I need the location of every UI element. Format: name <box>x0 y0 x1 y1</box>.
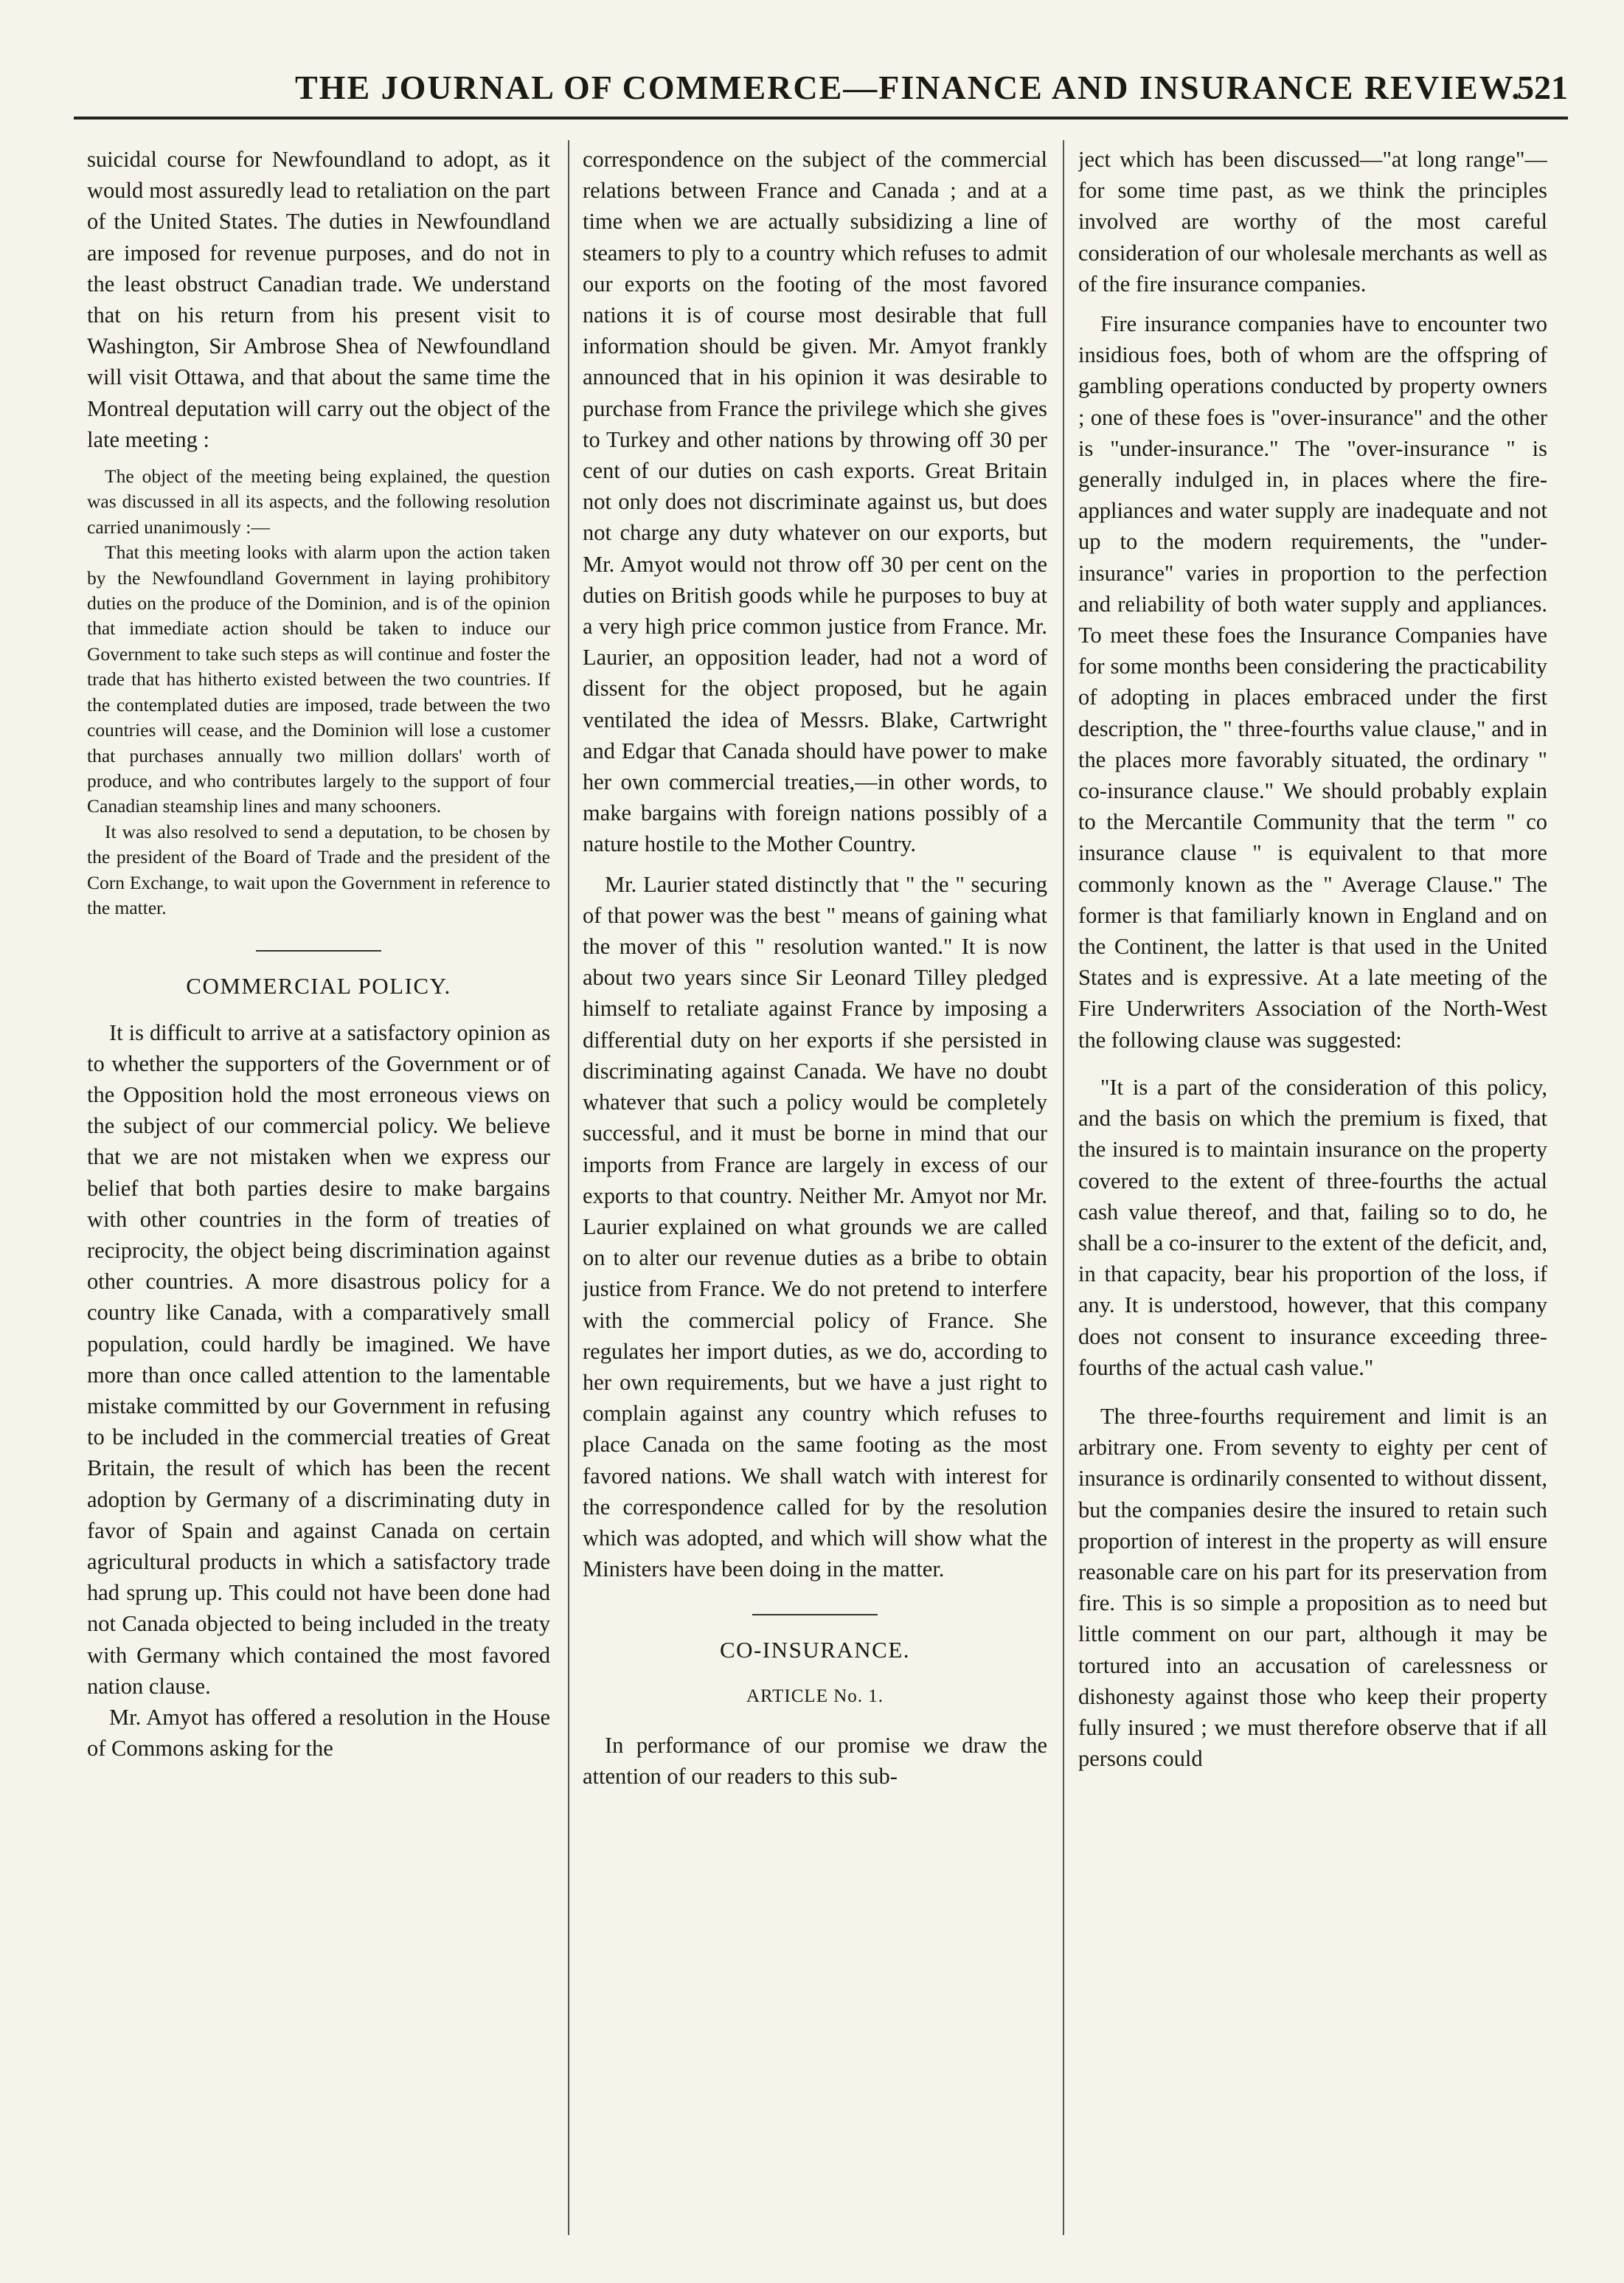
article-number: ARTICLE No. 1. <box>746 1686 884 1706</box>
paragraph: The three-fourths requirement and limit is an arbitrary one. From seventy to eighty per cent of insurance is ordinarily consented to without dissent, but the companies desire the insured to retain such proportion of interest in the property as will ensure reasonable care on his part for its preservation from fire. This is so simple a proposition as to need but little comment on our part, although it may be tortured into an accusation of carelessness or dishonesty against those who keep their property fully insured ; we must therefore observe that if all persons could <box>1078 1403 1547 1772</box>
paragraph: Mr. Laurier stated distinctly that " the " securing of that power was the best " means of gaining what the mover of this " resolution wanted." It is now about two years since Sir Leonard Tilley pledged himself to retaliate against France by imposing a differential duty on her exports if she persisted in discriminating against Canada. We have no doubt whatever that such a policy would be completely successful, and it must be borne in mind that our imports from France are largely in excess of our exports to that country. Neither Mr. Amyot nor Mr. Laurier explained on what grounds we are called on to alter our revenue duties as a bribe to obtain justice from France. We do not pretend to interfere with the commercial policy of France. She regulates her import duties, as we do, according to her own requirements, but we have a just right to complain against any country which refuses to place Canada on the same footing as the most favored nations. We shall watch with interest for the correspondence called for by the resolution which was adopted, and which will show what the Ministers have been doing in the matter. <box>583 871 1047 1582</box>
section-heading: CO-INSURANCE. <box>719 1637 911 1663</box>
quoted-clause: "It is a part of the consideration of this policy, and the basis on which the premium is fixed, that the insured is to maintain insurance on the property covered to the extent of three-fourths the actual cash value thereof, and that, failing so to do, he shall be a co-insurer to the extent of the deficit, and, in that capacity, bear his proportion of the loss, if any. It is understood, however, that this company does not consent to insurance exceeding three-fourths of the actual cash value." <box>1078 1074 1547 1380</box>
section-heading: COMMERCIAL POLICY. <box>186 973 451 1000</box>
paragraph: ject which has been discussed—"at long range"—for some time past, as we think the principles involved are worthy of the most careful consideration of our wholesale merchants as well as of the fire insurance companies. <box>1078 147 1547 297</box>
header-rule <box>74 117 1568 119</box>
section-separator <box>752 1614 878 1615</box>
paragraph: suicidal course for Newfoundland to adopt, as it would most assuredly lead to retaliation on the part of the United States. The duties in Newfoundland are imposed for revenue purposes, and do not in the least obstruct Canadian trade. We understand that on his return from his present visit to Washington, Sir Ambrose Shea of Newfoundland will visit Ottawa, and that about the same time the Montreal deputation will carry out the object of the late meeting : <box>87 147 550 452</box>
column-divider <box>1063 140 1064 2235</box>
page-number: 521 <box>1517 69 1568 106</box>
page-header <box>74 68 1568 112</box>
paragraph: Fire insurance companies have to encounter two insidious foes, both of whom are the offspring of gambling operations conducted by property owners ; one of these foes is "over-insurance" and the other is "under-insurance." The "over-insurance " is generally indulged in, in places where the fire-appliances and water supply are inadequate and not up to the modern requirements, the "under-insurance" varies in proportion to the perfection and reliability of both water supply and appliances. To meet these foes the Insurance Companies have for some months been considering the practicability of adopting in places embraced under the first description, the " three-fourths value clause," and in the places more favorably situated, the ordinary " co-insurance clause." We should probably explain to the Mercantile Community that the term " co insurance clause " is equivalent to that more commonly known as the " Average Clause." The former is that familiarly known in England and on the Continent, the latter is that used in the United States and is expressive. At a late meeting of the Fire Underwriters Association of the North-West the following clause was suggested: <box>1078 311 1547 1053</box>
quoted-paragraph: The object of the meeting being explained, the question was discussed in all its aspects, and the following resolution carried unanimously :— <box>87 465 550 538</box>
paragraph: Mr. Amyot has offered a resolution in the House of Commons asking for the <box>87 1705 550 1761</box>
quoted-resolution: That this meeting looks with alarm upon the action taken by the Newfoundland Government in laying prohibitory duties on the produce of the Dominion, and is of the opinion that immediate action should be taken to induce our Government to take such steps as will continue and foster the trade that has hitherto existed between the two countries. If the contemplated duties are imposed, trade between the two countries will cease, and the Dominion will lose a customer that purchases annually two million dollars' worth of produce, and who contributes largely to the support of four Canadian steamship lines and many schooners. <box>87 541 550 817</box>
quoted-paragraph: It was also resolved to send a deputation, to be chosen by the president of the Board of Trade and the president of the Corn Exchange, to wait upon the Government in reference to the matter. <box>87 820 550 918</box>
journal-title: THE JOURNAL OF COMMERCE—FINANCE AND INSURANCE REVIEW. <box>295 69 1521 106</box>
paragraph: In performance of our promise we draw the attention of our readers to this sub- <box>583 1732 1047 1789</box>
column-2 <box>583 144 1047 2239</box>
column-3 <box>1078 144 1547 2239</box>
paragraph: correspondence on the subject of the commercial relations between France and Canada ; and at a time when we are actually subsidizing a line of steamers to ply to a country which refuses to admit our exports on the footing of the most favored nations it is of course most desirable that full information should be given. Mr. Amyot frankly announced that in his opinion it was desirable to purchase from France the privilege which she gives to Turkey and other nations by throwing off 30 per cent of our duties on cash exports. Great Britain not only does not discriminate against us, but does not charge any duty whatever on our exports, but Mr. Amyot would not throw off 30 per cent on the duties on British goods while he purposes to buy at a very high price common justice from France. Mr. Laurier, an opposition leader, had not a word of dissent for the object proposed, but he again ventilated the idea of Messrs. Blake, Cartwright and Edgar that Canada should have power to make her own commercial treaties,—in other words, to make bargains with foreign nations possibly of a nature hostile to the Mother Country. <box>583 147 1047 857</box>
section-separator <box>256 950 381 952</box>
paragraph: It is difficult to arrive at a satisfactory opinion as to whether the supporters of the Government or of the Opposition hold the most erroneous views on the subject of our commercial policy. We believe that we are not mistaken when we express our belief that both parties desire to make bargains with other countries in the form of treaties of reciprocity, the object being discrimination against other countries. A more disastrous policy for a country like Canada, with a comparatively small population, could hardly be imagined. We have more than once called attention to the lamentable mistake committed by our Government in refusing to be included in the commercial treaties of Great Britain, the result of which has been the recent adoption by Germany of a discriminating duty in favor of Spain and against Canada on certain agricultural products in which a satisfactory trade had sprung up. This could not have been done had not Canada objected to being included in the treaty with Germany which contained the most favored nation clause. <box>87 1019 550 1699</box>
column-divider <box>568 140 569 2235</box>
column-1 <box>87 144 550 2239</box>
